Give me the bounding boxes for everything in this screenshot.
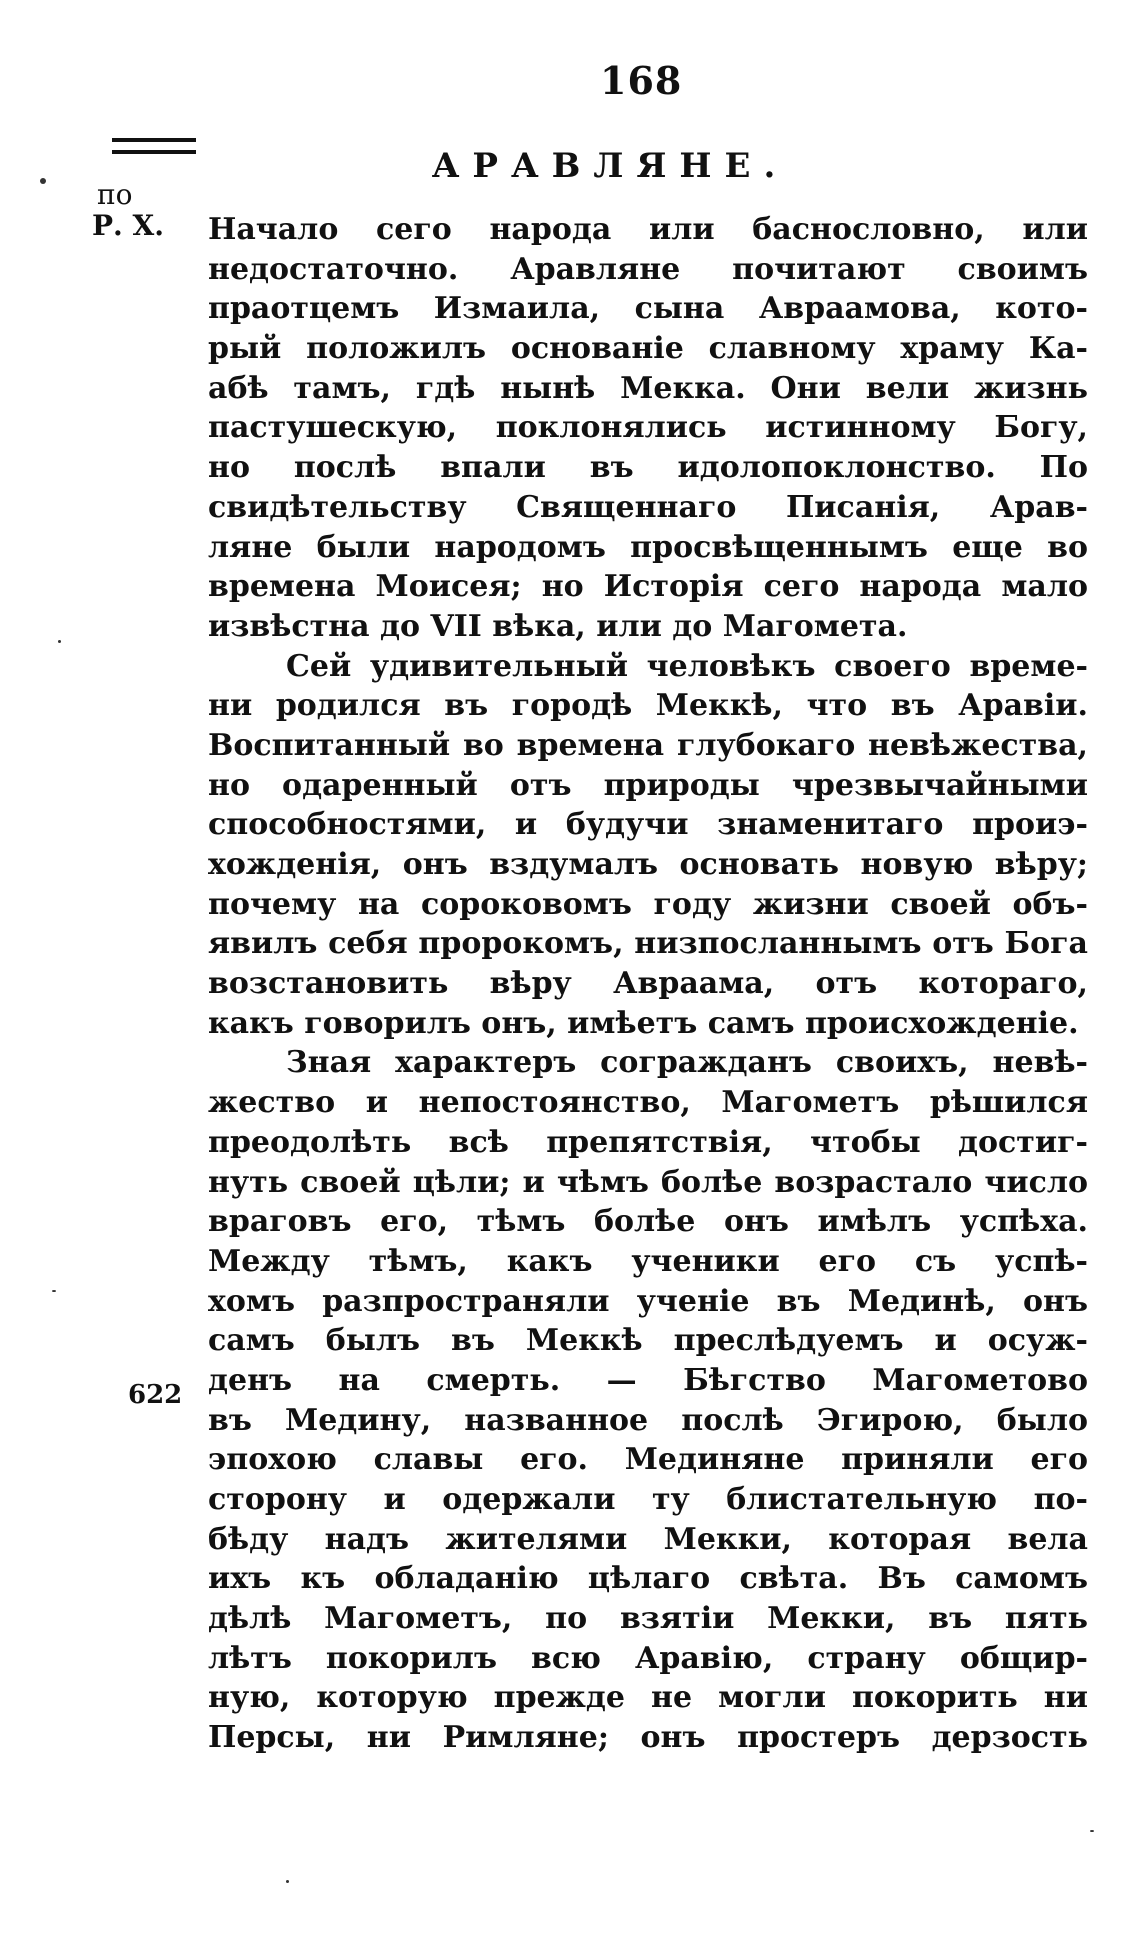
text-line: ляне были народомъ просвѣщеннымъ еще во [208,529,1088,565]
text-line: ихъ къ обладанію цѣлаго свѣта. Въ самомъ [208,1561,1088,1597]
text-line: Сей удивительный человѣкъ своего време- [286,648,1088,684]
scan-speck [58,640,61,643]
margin-era-bottom: Р. Х. [92,209,165,242]
text-line: дѣлѣ Магометъ, по взятіи Мекки, въ пять [208,1601,1088,1637]
scan-speck [52,1290,56,1292]
text-line: но послѣ впали въ идолопоклонство. По [208,450,1088,486]
text-line: Между тѣмъ, какъ ученики его съ успѣ- [208,1243,1088,1279]
margin-year: 622 [128,1380,183,1410]
text-line: ни родился въ городѣ Меккѣ, что въ Аравіи. [208,688,1088,724]
text-line: хожденія, онъ вздумалъ основать новую вѣру; [208,847,1088,882]
text-line: Персы, ни Римляне; онъ простеръ дерзость [208,1720,1088,1756]
text-line: лѣтъ покорилъ всю Аравію, страну общир- [208,1640,1088,1676]
text-line: какъ говорилъ онъ, имѣетъ самъ происхожденіе. [208,1005,1079,1041]
text-line: способностями, и будучи знаменитаго проиэ- [208,807,1088,843]
text-line: враговъ его, тѣмъ болѣе онъ имѣлъ успѣха. [208,1204,1088,1240]
text-line: хомъ разпространяли ученіе въ Мединѣ, онъ [208,1283,1088,1319]
body-text [208,210,1088,1758]
text-line: праотцемъ Измаила, сына Авраамова, кото- [208,291,1088,327]
page-number: 168 [600,58,683,103]
margin-era-top: по [97,178,133,211]
text-line: самъ былъ въ Меккѣ преслѣдуемъ и осуж- [208,1323,1088,1359]
text-line: Начало сего народа или баснословно, или [208,212,1088,247]
text-line: сторону и одержали ту блистательную по- [208,1482,1088,1517]
text-line: свидѣтельству Священнаго Писанія, Арав- [208,489,1088,525]
text-line: недостаточно. Аравляне почитают своимъ [208,251,1088,287]
text-line: абѣ тамъ, гдѣ нынѣ Мекка. Они вели жизнь [208,370,1088,406]
text-line: Воспитанный во времена глубокаго невѣжества, [208,727,1088,763]
text-line: но одаренный отъ природы чрезвычайными [208,767,1088,803]
text-line: нуть своей цѣли; и чѣмъ болѣе возрастало число [208,1164,1088,1200]
text-line: извѣстна до VII вѣка, или до Магомета. [208,608,908,644]
text-line: явилъ себя пророкомъ, низпосланнымъ отъ Бога [208,926,1088,962]
scan-speck [286,1880,289,1883]
text-line: времена Моисея; но Исторія сего народа мало [208,569,1088,605]
page-heading: АРАВЛЯНЕ. [431,146,789,186]
text-line: почему на сороковомъ году жизни своей объ- [208,886,1088,922]
text-line: въ Медину, названное послѣ Эгирою, было [208,1402,1088,1438]
text-line: рый положилъ основаніе славному храму Ка- [208,331,1088,367]
text-line: Зная характеръ согражданъ своихъ, невѣ- [286,1045,1088,1081]
text-line: жество и непостоянство, Магометъ рѣшился [208,1085,1088,1121]
text-line: возстановить вѣру Авраама, отъ котораго, [208,966,1088,1002]
text-line: преодолѣть всѣ препятствія, чтобы достиг- [208,1124,1088,1160]
scan-speck [1090,1830,1094,1832]
text-line: ную, которую прежде не могли покорить ни [208,1680,1088,1716]
text-line: эпохою славы его. Мединяне приняли его [208,1442,1088,1478]
text-line: пастушескую, поклонялись истинному Богу, [208,410,1088,446]
text-line: денъ на смерть. — Бѣгство Магометово [208,1362,1088,1398]
scan-speck [40,178,46,184]
text-line: бѣду надъ жителями Мекки, которая вела [208,1521,1088,1557]
decorative-rule [112,138,196,142]
